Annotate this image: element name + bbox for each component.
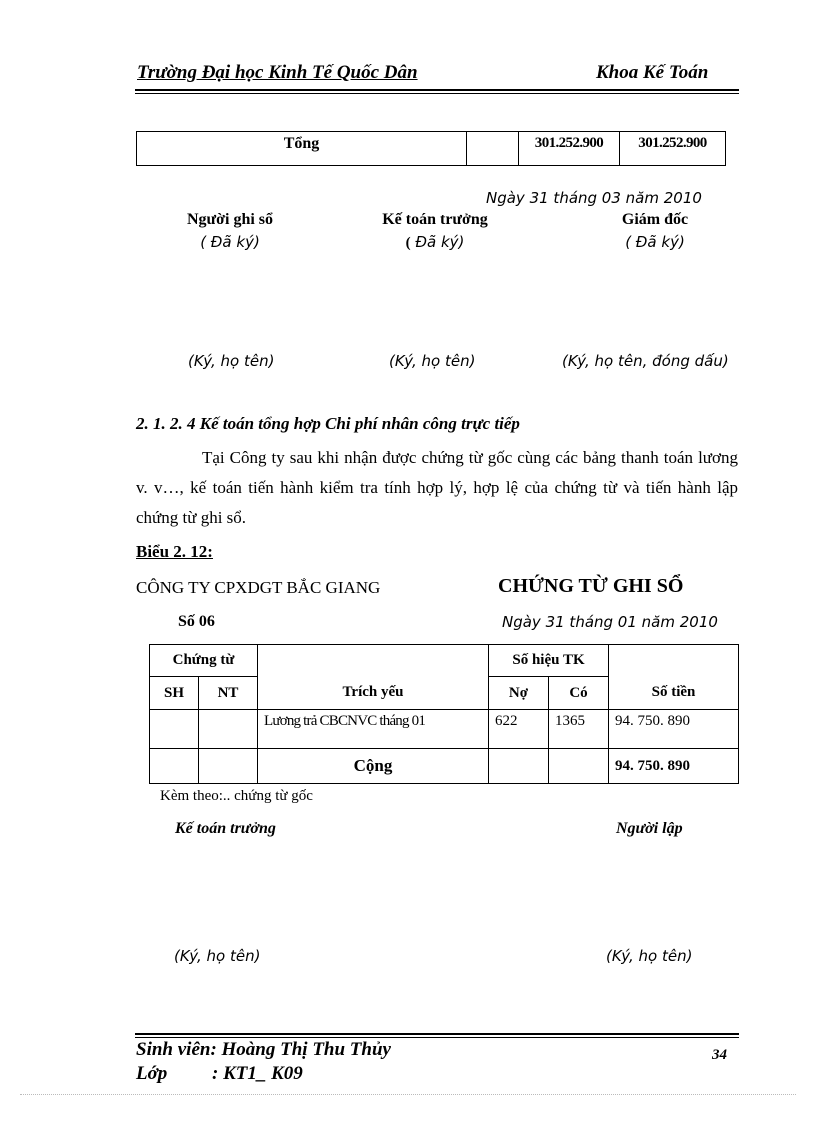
row-description: Lương trả CBCNVC tháng 01 — [258, 710, 489, 749]
header-rule-thin — [135, 93, 739, 94]
voucher-date: Ngày 31 tháng 01 năm 2010 — [502, 613, 718, 631]
signer-director-signed: ( Đã ký) — [625, 233, 685, 251]
voucher-col-amount: Số tiền — [609, 645, 739, 710]
table-row — [150, 710, 739, 749]
voucher-signer-right: Người lập — [616, 820, 683, 837]
footer-class-label: Lớp — [136, 1063, 168, 1084]
footer-rule-thin — [135, 1037, 739, 1038]
total-row-debit — [489, 749, 549, 784]
voucher-note-right: (Ký, họ tên) — [606, 947, 693, 965]
total-row-nt — [199, 749, 258, 784]
voucher-col-nt: NT — [199, 677, 258, 710]
total-label: Tổng — [137, 132, 467, 166]
signer-director-note: (Ký, họ tên, đóng dấu) — [562, 352, 729, 370]
signer-chief-accountant-note: (Ký, họ tên) — [389, 352, 476, 370]
row-nt — [199, 710, 258, 749]
voucher-attachment: Kèm theo:.. chứng từ gốc — [160, 788, 313, 804]
voucher-col-document: Chứng từ — [150, 645, 258, 677]
header-rule — [135, 89, 739, 91]
row-sh — [150, 710, 199, 749]
total-value-1: 301.252.900 — [519, 132, 620, 166]
row-debit: 622 — [489, 710, 549, 749]
voucher-title: CHỨNG TỪ GHI SỔ — [498, 575, 684, 597]
page-edge — [20, 1094, 796, 1095]
voucher-company: CÔNG TY CPXDGT BẮC GIANG — [136, 578, 381, 597]
section-heading: 2. 1. 2. 4 Kế toán tổng hợp Chi phí nhân công trực tiếp — [136, 414, 520, 433]
signer-chief-accountant-title: Kế toán trưởng — [382, 211, 488, 228]
signer-recorder-signed: ( Đã ký) — [200, 233, 260, 251]
voucher-col-credit: Có — [549, 677, 609, 710]
voucher-note-left: (Ký, họ tên) — [174, 947, 261, 965]
total-row-label: Cộng — [258, 749, 489, 784]
voucher-col-account-group: Số hiệu TK — [489, 645, 609, 677]
signed-paren: ( — [405, 235, 411, 251]
row-amount: 94. 750. 890 — [609, 710, 739, 749]
voucher-table — [149, 644, 739, 784]
voucher-number: Số 06 — [178, 613, 215, 630]
voucher-label: Biểu 2. 12: — [136, 542, 213, 561]
total-table — [136, 131, 726, 166]
voucher-signer-left: Kế toán trưởng — [175, 820, 276, 837]
section-paragraph: Tại Công ty sau khi nhận được chứng từ gốc cùng các bảng thanh toán lương v. v…, kế toán tiến hành kiểm tra tính hợp lý, hợp lệ của chứng từ và tiến hành lập chứng từ ghi sổ. — [136, 448, 738, 527]
page-number: 34 — [712, 1047, 727, 1063]
total-empty-cell — [467, 132, 519, 166]
voucher-col-debit: Nợ — [489, 677, 549, 710]
signature-date: Ngày 31 tháng 03 năm 2010 — [486, 189, 702, 207]
total-row-sh — [150, 749, 199, 784]
header-university: Trường Đại học Kinh Tế Quốc Dân — [137, 62, 418, 83]
signer-recorder-title: Người ghi sổ — [186, 211, 274, 228]
row-credit: 1365 — [549, 710, 609, 749]
voucher-col-sh: SH — [150, 677, 199, 710]
total-row-credit — [549, 749, 609, 784]
footer-student: Sinh viên: Hoàng Thị Thu Thủy — [136, 1039, 391, 1060]
total-row-amount: 94. 750. 890 — [609, 749, 739, 784]
total-value-2: 301.252.900 — [620, 132, 726, 166]
footer-rule — [135, 1033, 739, 1035]
voucher-col-description: Trích yếu — [258, 645, 489, 710]
signer-director-title: Giám đốc — [621, 211, 689, 228]
signer-chief-accountant-signed — [350, 233, 520, 252]
signed-text: Đã ký) — [410, 233, 465, 251]
table-row-total — [150, 749, 739, 784]
header-faculty: Khoa Kế Toán — [596, 62, 709, 83]
footer-class-value: : KT1_ K09 — [212, 1063, 303, 1084]
signer-recorder-note: (Ký, họ tên) — [188, 352, 275, 370]
